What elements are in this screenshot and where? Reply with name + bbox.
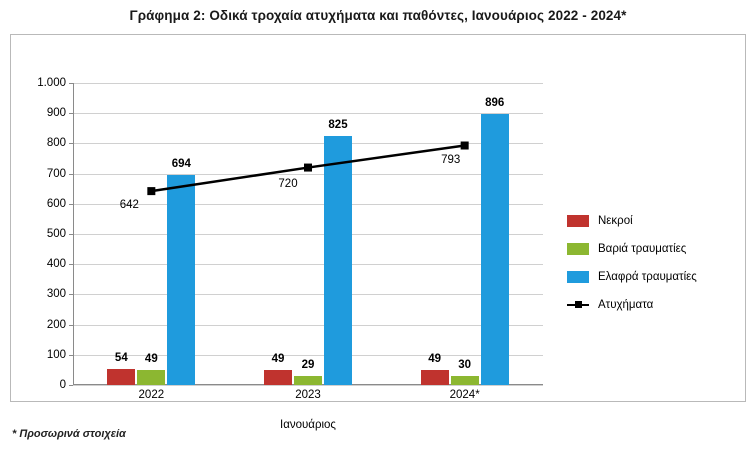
bar-data-label: 49 xyxy=(271,353,285,366)
legend-label: Βαριά τραυματίες xyxy=(598,243,687,255)
bar-data-label: 49 xyxy=(144,353,158,366)
bar-data-label: 54 xyxy=(114,351,128,364)
line-data-label: 642 xyxy=(119,199,139,212)
y-tick-label: 700 xyxy=(46,167,66,180)
y-tick-mark xyxy=(69,385,73,386)
y-tick-label: 300 xyxy=(46,288,66,301)
y-tick-label: 0 xyxy=(59,379,66,391)
legend-item[interactable] xyxy=(567,235,739,263)
legend-label: Ελαφρά τραυματίες xyxy=(598,271,697,283)
y-tick-label: 1.000 xyxy=(37,77,66,89)
legend-label: Ατυχήματα xyxy=(598,299,654,311)
legend-item[interactable] xyxy=(567,263,739,291)
y-tick-label: 100 xyxy=(46,348,66,361)
legend-label: Νεκροί xyxy=(598,215,633,227)
page-title: Γράφημα 2: Οδικά τροχαία ατυχήματα και παθόντες, Ιανουάριος 2022 - 2024* xyxy=(129,8,627,23)
legend-item[interactable] xyxy=(567,207,739,235)
legend-color-swatch xyxy=(567,243,589,255)
bar-data-label: 825 xyxy=(328,118,348,131)
legend-line-swatch xyxy=(567,299,589,311)
line-marker xyxy=(461,142,469,150)
y-tick-label: 800 xyxy=(46,137,66,150)
x-tick-label: 2023 xyxy=(295,389,321,401)
y-tick-label: 900 xyxy=(46,107,66,120)
bar-data-label: 694 xyxy=(171,158,191,171)
x-axis-label: Ιανουάριος xyxy=(280,419,336,431)
y-tick-label: 600 xyxy=(46,197,66,210)
gridline xyxy=(73,385,543,386)
line-data-label: 720 xyxy=(278,177,298,190)
x-tick-label: 2022 xyxy=(138,389,165,401)
legend xyxy=(567,207,739,319)
bar-data-label: 30 xyxy=(458,358,472,371)
legend-color-swatch xyxy=(567,215,589,227)
line-data-label: 793 xyxy=(441,153,461,166)
line-marker xyxy=(147,187,155,195)
bar-data-label: 49 xyxy=(428,353,442,366)
legend-color-swatch xyxy=(567,271,589,283)
bar-data-label: 896 xyxy=(485,97,505,110)
y-tick-label: 400 xyxy=(46,258,66,271)
y-tick-label: 500 xyxy=(46,228,66,240)
y-tick-label: 200 xyxy=(46,318,66,331)
line-series xyxy=(73,83,543,385)
line-marker xyxy=(304,164,312,172)
plot-area xyxy=(37,77,543,431)
bar-data-label: 29 xyxy=(301,359,315,372)
x-tick-label: 2024* xyxy=(449,389,480,401)
chart-panel xyxy=(10,34,746,431)
legend-item[interactable] xyxy=(567,291,739,319)
footnote: * Προσωρινά στοιχεία xyxy=(12,428,126,440)
